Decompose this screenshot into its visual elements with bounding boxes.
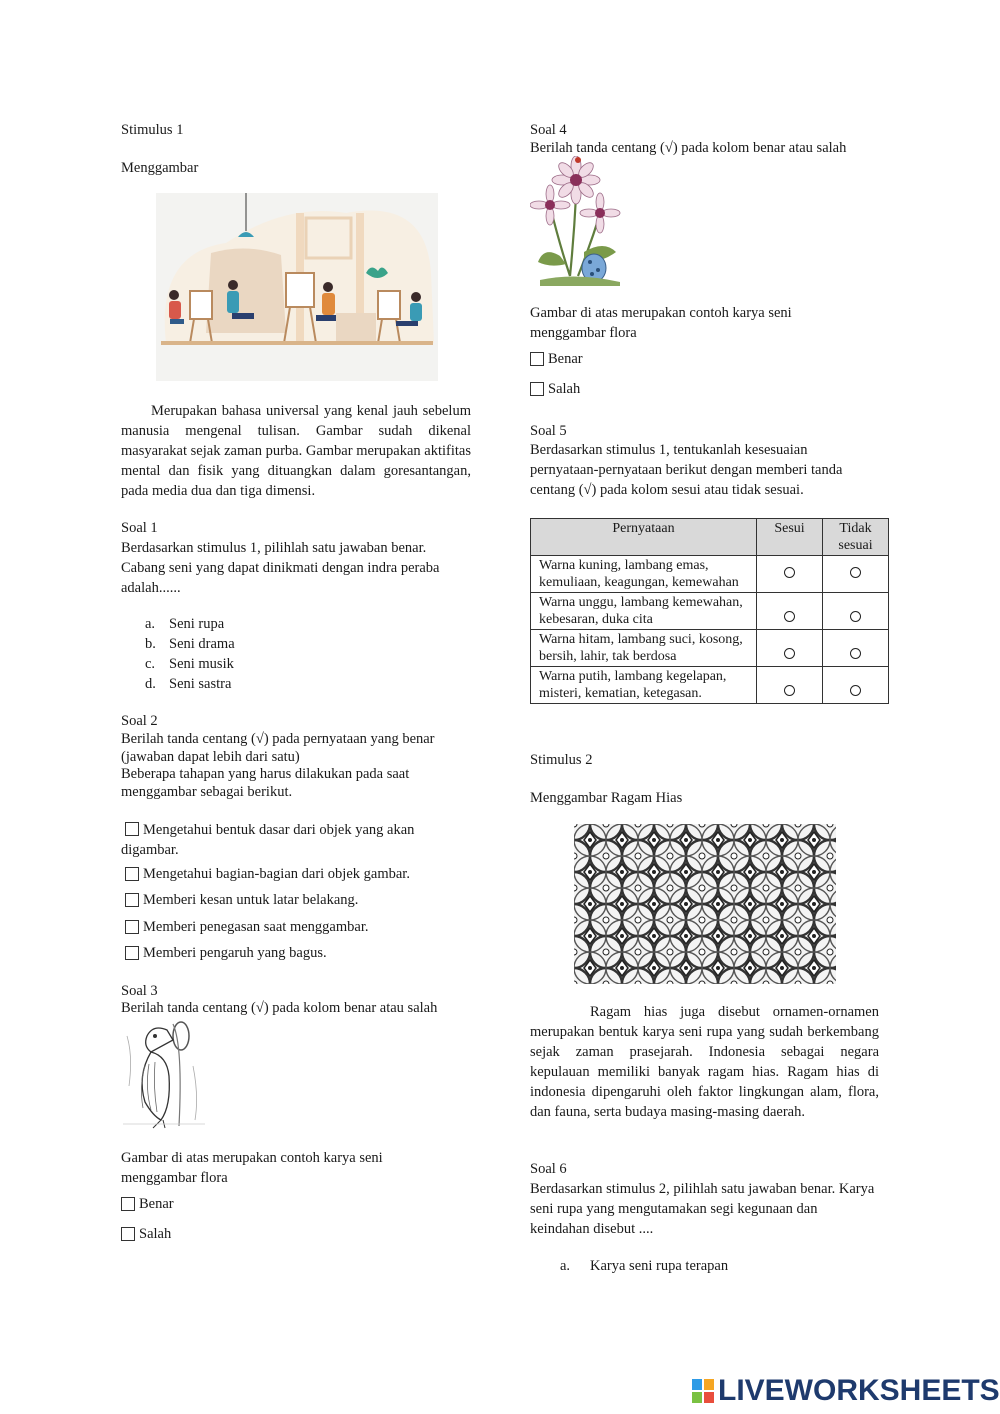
checkbox[interactable] (125, 867, 139, 881)
option-text: Seni rupa (169, 616, 225, 632)
option-a[interactable] (560, 1256, 728, 1276)
soal2-option-2[interactable] (125, 864, 410, 884)
soal1-question: Berdasarkan stimulus 1, pilihlah satu jawaban benar. Cabang seni yang dapat dinikmati dengan indra peraba adalah...... (121, 540, 440, 596)
radio-cell-yes (757, 593, 823, 630)
radio-yes[interactable] (784, 567, 795, 578)
checkbox[interactable] (530, 382, 544, 396)
option-text: Karya seni rupa terapan (590, 1258, 729, 1274)
soal6-label: Soal 6 (530, 1161, 567, 1177)
logo-mark-icon (692, 1379, 714, 1403)
checkbox-label: Salah (548, 381, 581, 397)
soal2-option-5[interactable] (125, 943, 327, 963)
radio-cell-no (823, 667, 889, 704)
header-statement: Pernyataan (531, 519, 757, 556)
table-row (531, 630, 889, 667)
soal2-option-4[interactable] (125, 917, 368, 937)
radio-cell-yes (757, 630, 823, 667)
header-no: Tidak sesuai (823, 519, 889, 556)
checkbox-label: Memberi penegasan saat menggambar. (143, 919, 369, 935)
soal2-question: Beberapa tahapan yang harus dilakukan pada saat menggambar sebagai berikut. (121, 766, 410, 800)
option-text: Seni sastra (169, 676, 232, 692)
soal4-false-option[interactable] (530, 379, 580, 399)
checkbox[interactable] (125, 920, 139, 934)
soal4-statement: Gambar di atas merupakan contoh karya seni menggambar flora (530, 305, 792, 341)
checkbox-label: Salah (139, 1226, 172, 1242)
table-row (531, 593, 889, 630)
soal2-instruction: Berilah tanda centang (√) pada pernyataan yang benar (jawaban dapat lebih dari satu) (121, 731, 435, 765)
checkbox-label: Mengetahui bagian-bagian dari objek gambar. (143, 866, 410, 882)
soal2-label: Soal 2 (121, 713, 158, 729)
radio-cell-no (823, 556, 889, 593)
row-statement: Warna putih, lambang kegelapan, misteri, kematian, ketegasan. (531, 667, 757, 704)
table-header-row (531, 519, 889, 556)
checkbox-label: Memberi pengaruh yang bagus. (143, 945, 327, 961)
option-letter: b. (145, 636, 156, 652)
stimulus1-paragraph: Merupakan bahasa universal yang kenal jauh sebelum manusia mengenal tulisan. Gambar sudah dikenal masyarakat sejak zaman purba. Gambar merupakan aktifitas mental dan fisik yang dituangkan dalam goresantangan, pada media dua dan tiga dimensi. (121, 403, 471, 499)
stimulus2-paragraph: Ragam hias juga disebut ornamen-ornamen merupakan bentuk karya seni rupa yang sudah berkembang sejak zaman prasejarah. Indonesia sebagai negara kepulauan memiliki banyak ragam hias. Ragam hias di indonesia dipengaruhi oleh faktor lingkungan alam, flora, dan fauna, serta budaya masing-masing daerah. (530, 1004, 879, 1120)
checkbox[interactable] (530, 352, 544, 366)
option-letter: d. (145, 676, 156, 692)
flower-image (530, 156, 622, 290)
radio-no[interactable] (850, 648, 861, 659)
checkbox[interactable] (121, 1197, 135, 1211)
soal3-statement: Gambar di atas merupakan contoh karya seni menggambar flora (121, 1150, 383, 1186)
checkbox[interactable] (125, 893, 139, 907)
row-statement: Warna unggu, lambang kemewahan, kebesaran, duka cita (531, 593, 757, 630)
brand-name: LIVEWORKSHEETS (718, 1374, 1000, 1407)
checkbox-label: Benar (548, 351, 583, 367)
table-row (531, 556, 889, 593)
stimulus2-label: Stimulus 2 (530, 752, 593, 768)
bird-sketch-image (123, 1016, 205, 1130)
soal5-instruction: Berdasarkan stimulus 1, tentukanlah kesesuaian pernyataan-pernyataan berikut dengan memberi tanda centang (√) pada kolom sesui atau tidak sesuai. (530, 442, 843, 498)
soal4-label: Soal 4 (530, 122, 567, 138)
stimulus1-title: Menggambar (121, 160, 199, 176)
radio-no[interactable] (850, 685, 861, 696)
radio-yes[interactable] (784, 685, 795, 696)
radio-cell-yes (757, 556, 823, 593)
soal6-options (560, 1256, 728, 1276)
ornament-pattern-image (574, 824, 836, 984)
stimulus2-title: Menggambar Ragam Hias (530, 790, 683, 806)
header-yes: Sesui (757, 519, 823, 556)
option-letter: a. (560, 1258, 571, 1274)
checkbox[interactable] (125, 946, 139, 960)
soal3-label: Soal 3 (121, 983, 158, 999)
radio-yes[interactable] (784, 648, 795, 659)
soal6-question: Berdasarkan stimulus 2, pilihlah satu jawaban benar. Karya seni rupa yang mengutamakan segi kegunaan dan keindahan disebut .... (530, 1181, 875, 1237)
checkbox[interactable] (121, 1227, 135, 1241)
soal4-instruction: Berilah tanda centang (√) pada kolom benar atau salah (530, 140, 847, 156)
checkbox-label: Mengetahui bentuk dasar dari objek yang akan digambar. (121, 822, 415, 858)
radio-cell-yes (757, 667, 823, 704)
radio-cell-no (823, 593, 889, 630)
liveworksheets-logo (692, 1376, 1000, 1406)
row-statement: Warna kuning, lambang emas, kemuliaan, keagungan, kemewahan (531, 556, 757, 593)
soal1-label: Soal 1 (121, 520, 158, 536)
soal2-option-3[interactable] (125, 890, 358, 910)
soal5-label: Soal 5 (530, 423, 567, 439)
option-text: Seni drama (169, 636, 235, 652)
soal1-options (145, 614, 235, 694)
soal3-false-option[interactable] (121, 1224, 171, 1244)
option-d[interactable] (145, 674, 235, 694)
radio-yes[interactable] (784, 611, 795, 622)
option-c[interactable] (145, 654, 235, 674)
option-b[interactable] (145, 634, 235, 654)
option-text: Seni musik (169, 656, 234, 672)
soal3-instruction: Berilah tanda centang (√) pada kolom benar atau salah (121, 1000, 438, 1016)
radio-cell-no (823, 630, 889, 667)
checkbox-label: Memberi kesan untuk latar belakang. (143, 892, 359, 908)
radio-no[interactable] (850, 611, 861, 622)
table-row (531, 667, 889, 704)
radio-no[interactable] (850, 567, 861, 578)
option-letter: a. (145, 616, 156, 632)
soal4-true-option[interactable] (530, 349, 583, 369)
drawing-class-illustration (156, 193, 438, 381)
checkbox[interactable] (125, 822, 139, 836)
soal3-true-option[interactable] (121, 1194, 174, 1214)
checkbox-label: Benar (139, 1196, 174, 1212)
soal5-table (530, 518, 889, 704)
option-a[interactable] (145, 614, 235, 634)
soal2-option-1[interactable] (121, 820, 451, 860)
row-statement: Warna hitam, lambang suci, kosong, bersih, lahir, tak berdosa (531, 630, 757, 667)
stimulus1-label: Stimulus 1 (121, 122, 184, 138)
option-letter: c. (145, 656, 156, 672)
